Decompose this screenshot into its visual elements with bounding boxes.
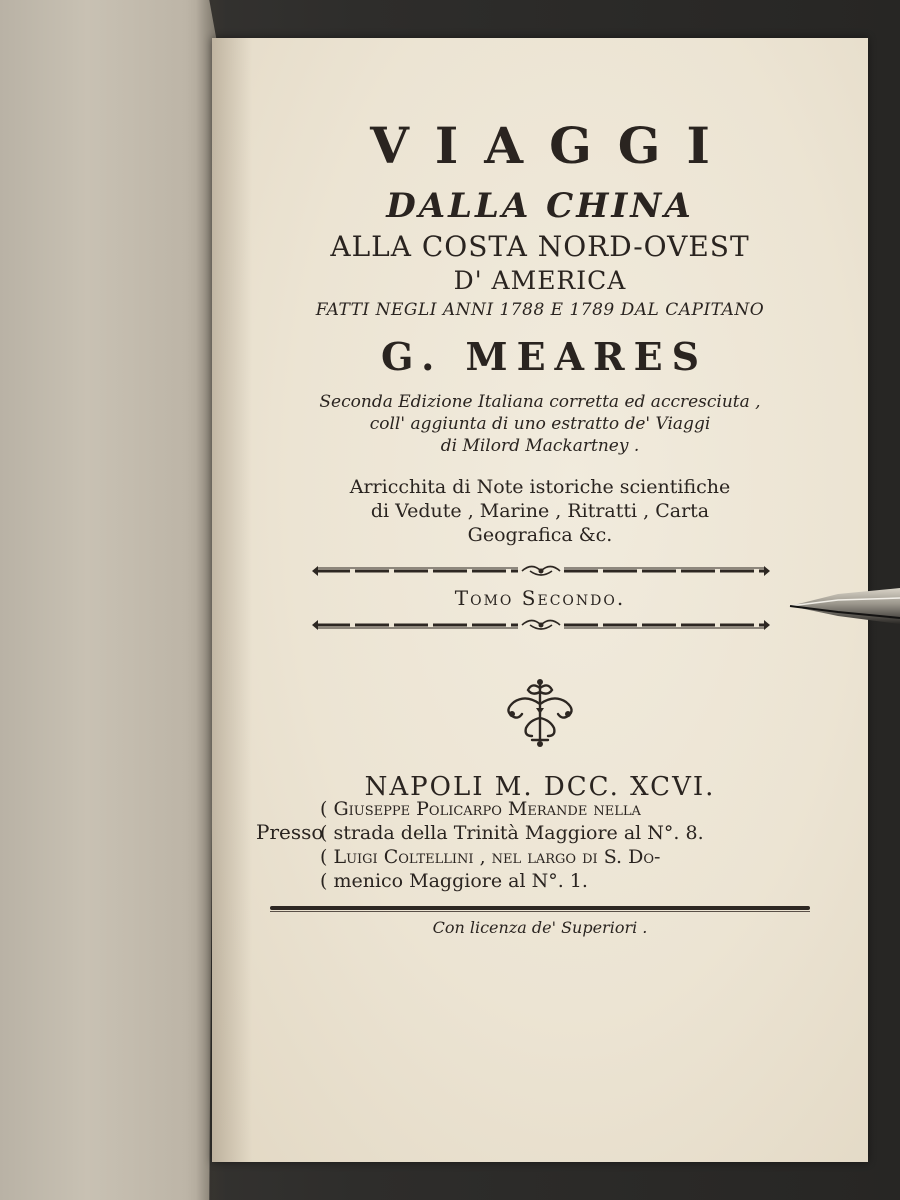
left-cover-board (0, 0, 218, 1200)
imprint-rule-thin (270, 911, 810, 912)
volume-label: Tomo Secondo. (454, 586, 626, 610)
title-america: D' AMERICA (453, 266, 627, 295)
presso-label: Presso (256, 820, 324, 844)
author-name: G. MEARES (380, 334, 709, 379)
pointer-pen-icon (788, 584, 900, 626)
edition-line-3: di Milord Mackartney . (440, 436, 640, 456)
printer-line-4: ( menico Maggiore al N°. 1. (320, 870, 588, 892)
enriched-line-1: Arricchita di Note istoriche scientifiche (349, 476, 731, 498)
title-viaggi: VIAGGI (370, 116, 736, 175)
title-alla-costa: ALLA COSTA NORD-OVEST (330, 230, 750, 263)
edition-line-1: Seconda Edizione Italiana corretta ed accresciuta , (319, 392, 761, 412)
ornamental-rule-bottom (308, 616, 774, 634)
enriched-line-3: Geografica &c. (467, 524, 613, 546)
title-page-text (212, 38, 868, 1162)
subtitle-fatti: FATTI NEGLI ANNI 1788 E 1789 DAL CAPITANO (315, 300, 765, 320)
ornamental-rule-top (308, 562, 774, 580)
license-line: Con licenza de' Superiori . (432, 918, 648, 937)
printer-line-3: ( Luigi Coltellini , nel largo di S. Do- (320, 846, 661, 868)
enriched-line-2: di Vedute , Marine , Ritratti , Carta (370, 500, 710, 522)
printer-line-1: ( Giuseppe Policarpo Merande nella (320, 798, 641, 820)
fleuron-ornament-icon (492, 678, 588, 748)
imprint-place-date: NAPOLI M. DCC. XCVI. (364, 772, 716, 802)
printer-line-2: ( strada della Trinità Maggiore al N°. 8. (320, 822, 704, 844)
title-dalla-china: DALLA CHINA (386, 186, 694, 226)
edition-line-2: coll' aggiunta di uno estratto de' Viaggi (369, 414, 711, 434)
imprint-rule (270, 906, 810, 910)
